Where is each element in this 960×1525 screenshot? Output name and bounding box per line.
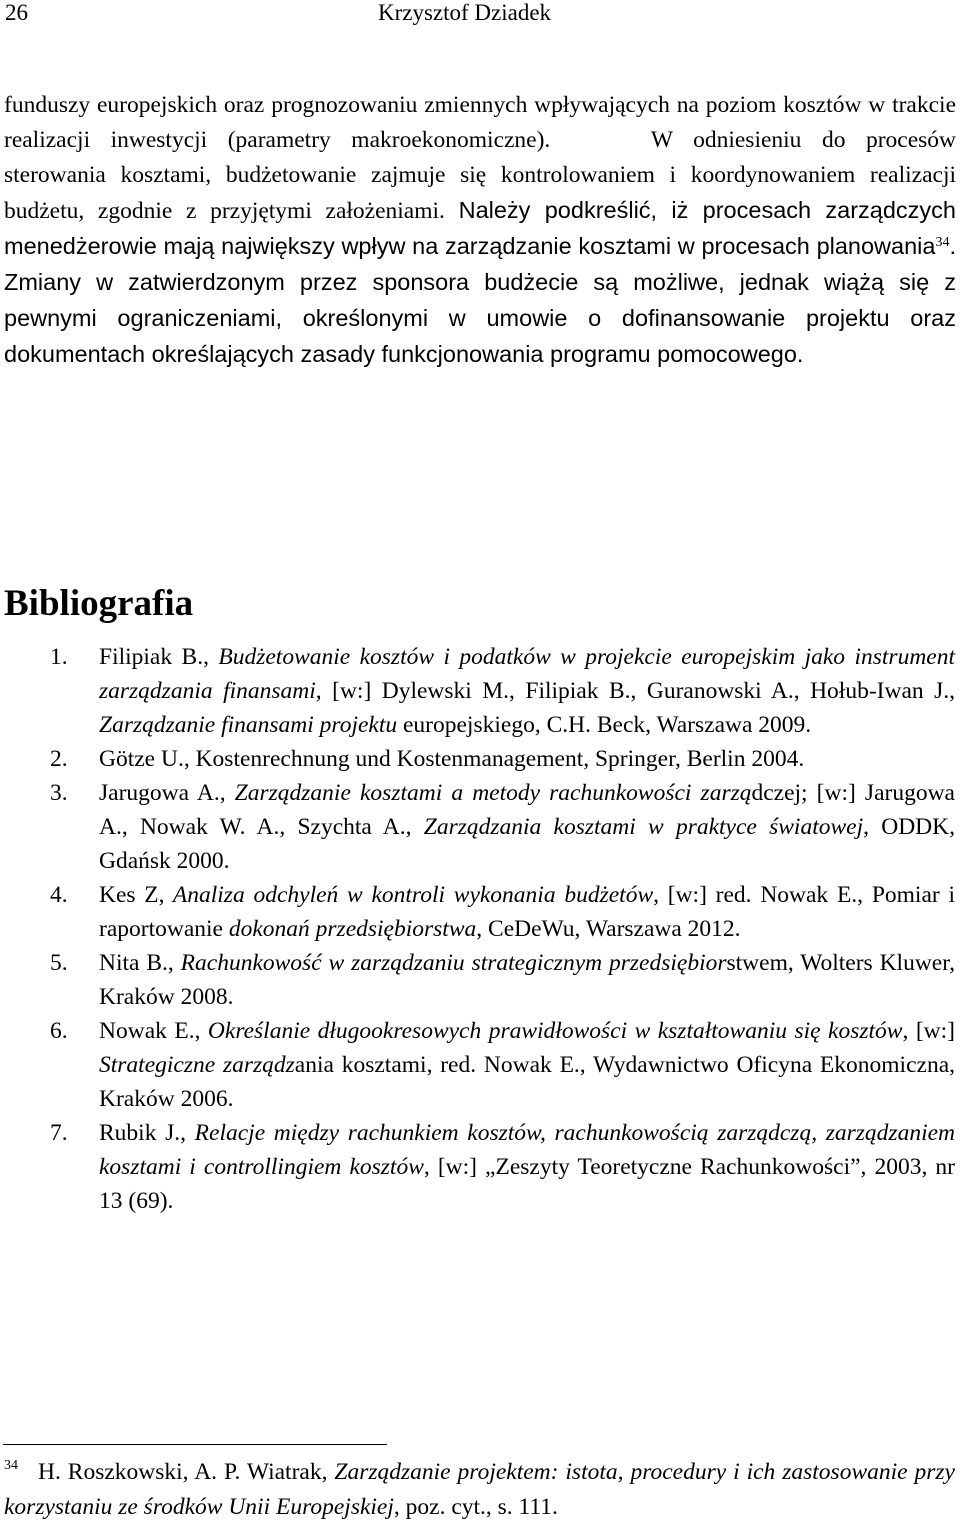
entry-number: 6. [50,1018,68,1044]
entry-title: Określanie długookresowych prawidłowości w kształtowaniu się kosztów [200,1018,903,1044]
entry-publisher: stwem, Wolters Kluwer, Kraków 2008. [99,950,955,1010]
bibliography-entry-4 [0,878,955,946]
entry-number: 3. [50,780,68,806]
entry-title: Budżetowanie kosztów i podatków w projekcie europejskim jako instrument zarządzania finansami [99,644,955,704]
footnote-separator [3,1444,387,1445]
entry-number: 4. [50,882,68,908]
entry-publisher: , ODDK, Gdańsk 2000. [99,814,955,874]
footnote-title: Zarządzanie projektem: istota, procedury i ich zastosowanie przy korzystaniu ze środków Unii Europejskiej [4,1459,955,1520]
entry-details: , [w:] Dylewski M., Filipiak B., Guranowski A., Hołub-Iwan J., [315,678,955,704]
footnote-citation: , poz. cyt., s. 111. [393,1494,558,1520]
entry-author: Filipiak B., [99,644,209,670]
bibliography-entry-5 [0,946,955,1014]
entry-book-title: Zarządzania koszt [411,814,601,840]
entry-book-title-continued: ami w praktyce światowej [600,814,864,840]
bibliography-entry-7 [0,1116,955,1218]
running-header [0,0,960,30]
entry-author: Nowak E., [99,1018,201,1044]
entry-number: 2. [50,746,68,772]
paragraph-continuation: funduszy europejskich oraz prognozowaniu zmiennych wpływających na poziom kosztów w trakcie realizacji inwestycji (parametry makroekonomiczne). [4,92,956,153]
paragraph-text-sans-continued: . Zmiany w zatwierdzonym przez sponsora budżecie są możliwe, jednak wiążą się z pewnymi ograniczeniami, określonymi w umowie o dofinansowanie projektu oraz dokumentach określających zasady funkcjonowania programu pomocowego. [4,233,956,367]
entry-title: Analiza odchyleń w kontroli wykonania budżetów [164,882,654,908]
entry-author: Jarugowa A., [99,780,226,806]
entry-book-title: dokonań przedsiębiorstwa [222,916,477,942]
bibliography-list [0,640,955,1218]
entry-author: Nita B., [99,950,174,976]
entry-publisher: europejskiego, C.H. Beck, Warszawa 2009. [397,712,812,738]
entry-title: Zarządzanie kosztami a metody rachunkowości zarzą [225,780,752,806]
entry-author: Kes Z, [99,882,165,908]
entry-publisher: ania kosztami, red. Nowak E., Wydawnictwo Oficyna Ekonomiczna, Kraków 2006. [99,1052,956,1112]
bibliography-heading: Bibliografia [4,583,194,624]
entry-details: , [w:] „Zeszyty Teoretyczne Rachunkowości”, 2003, nr 13 (69). [99,1154,955,1214]
entry-book-title: Strategiczne zarządz [99,1052,295,1078]
bibliography-entry-3 [0,776,955,878]
footnote-author: H. Roszkowski, A. P. Wiatrak, [38,1459,328,1485]
entry-title: Relacje między rachunkiem kosztów, rachunkowością zarządczą, zarządzaniem kosztami i controllingiem kosztów [99,1120,955,1180]
bibliography-entry-1 [0,640,955,742]
entry-number: 7. [50,1120,68,1146]
entry-details: , [w:] red. Nowak E., Pomiar i raportowanie [99,882,955,942]
bibliography-entry-6 [0,1014,955,1116]
entry-number: 1. [50,644,68,670]
entry-book-title: Zarządzanie finansami projektu [99,712,398,738]
bibliography-entry-2 [0,742,955,776]
paragraph-text-sans: Należy podkreślić, iż procesach zarządczych menedżerowie mają największy wpływ na zarządzanie kosztami w procesach planowania [4,197,957,259]
paragraph-text-serif: W odniesieniu do procesów sterowania kosztami, budżetowanie zajmuje się kontrolowaniem i koordynowaniem realizacji budżetu, zgodnie z przyjętymi założeniami. [4,127,957,224]
footnote-reference[interactable]: 34 [935,235,950,250]
running-header-author: Krzysztof Dziadek [378,0,552,25]
page-number: 26 [5,0,28,25]
body-paragraph [4,88,956,373]
entry-number: 5. [50,950,68,976]
footnote-mark: 34 [4,1458,18,1473]
entry-details: , [w:] [902,1018,955,1044]
entry-title: Rachunkowość w zarządzaniu strategicznym przedsiębior [173,950,727,976]
footnote [4,1455,955,1525]
entry-publisher: , CeDeWu, Warszawa 2012. [476,916,741,942]
entry-text: Götze U., Kostenrechnung und Kostenmanagement, Springer, Berlin 2004. [99,746,805,772]
entry-author: Rubik J., [99,1120,187,1146]
entry-details: dczej; [w:] Jarugowa A., Nowak W. A., Szychta A., [99,780,955,840]
